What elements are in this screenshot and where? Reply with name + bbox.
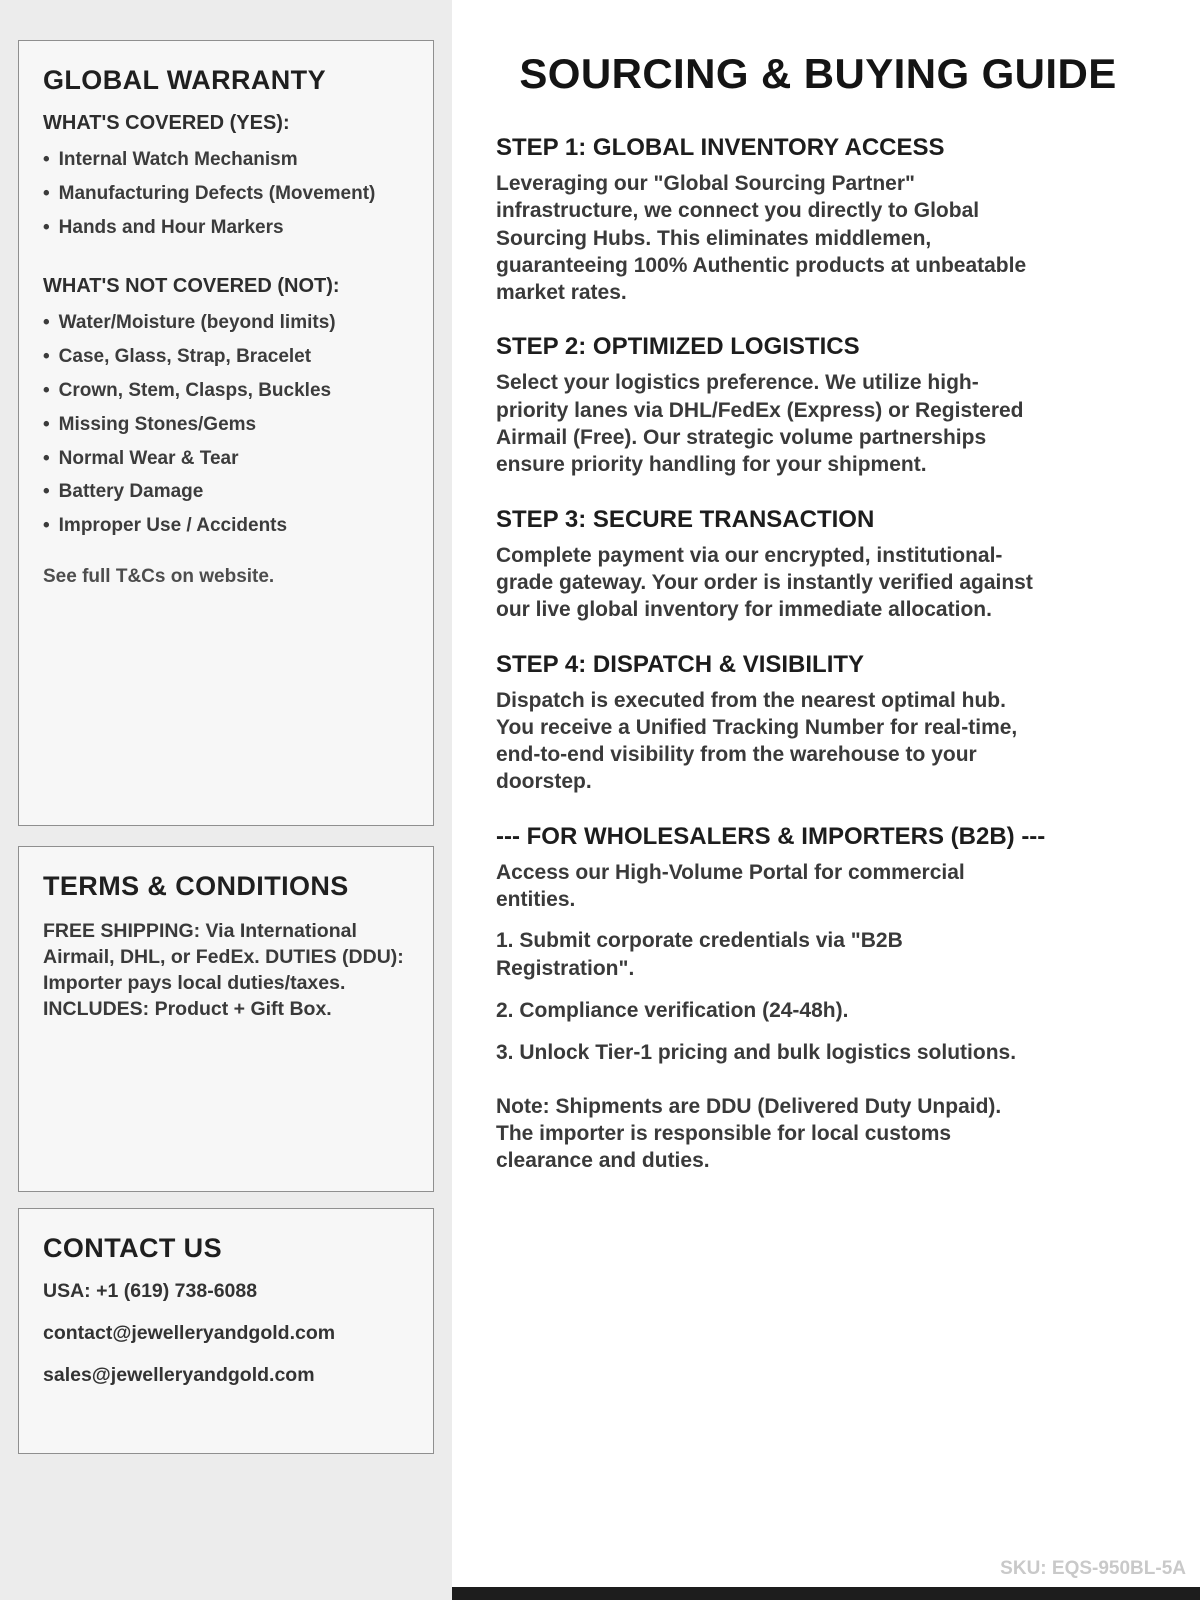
step-2-body: Select your logistics preference. We utilize high-priority lanes via DHL/FedEx (Express) or Registered Airmail (Free). Our strategic volume partnerships ensure priority handling for your shipment. [496, 371, 1024, 477]
list-item: • Manufacturing Defects (Movement) [43, 183, 409, 206]
step-4-body: Dispatch is executed from the nearest optimal hub. You receive a Unified Tracking Number for real-time, end-to-end visibility from the warehouse to your doorstep. [496, 688, 1018, 794]
list-item: • Crown, Stem, Clasps, Buckles [43, 380, 409, 403]
b2b-section [496, 823, 1140, 1175]
list-item: • Internal Watch Mechanism [43, 149, 409, 172]
list-item: • Battery Damage [43, 481, 409, 504]
warranty-title: GLOBAL WARRANTY [43, 65, 326, 95]
list-item: • Hands and Hour Markers [43, 217, 409, 240]
list-item: • Normal Wear & Tear [43, 448, 409, 471]
contact-email-primary: contact@jewelleryandgold.com [43, 1322, 336, 1344]
page-title: SOURCING & BUYING GUIDE [519, 50, 1117, 97]
contact-section [18, 1208, 434, 1454]
main-content [452, 0, 1200, 1600]
footer-bar [452, 1587, 1200, 1600]
b2b-item-1: 1. Submit corporate credentials via "B2B Registration". [496, 929, 903, 980]
step-3-body: Complete payment via our encrypted, institutional-grade gateway. Your order is instantly verified against our live global inventory for immediate allocation. [496, 543, 1033, 622]
terms-body: FREE SHIPPING: Via International Airmail, DHL, or FedEx. DUTIES (DDU): Importer pays local duties/taxes. INCLUDES: Product + Gift Box. [43, 920, 404, 1021]
step-2-heading: STEP 2: OPTIMIZED LOGISTICS [496, 333, 860, 361]
step-4-heading: STEP 4: DISPATCH & VISIBILITY [496, 650, 865, 678]
b2b-heading: --- FOR WHOLESALERS & IMPORTERS (B2B) --- [496, 822, 1046, 850]
list-item: • Missing Stones/Gems [43, 414, 409, 437]
step-1-section [496, 134, 1140, 306]
covered-subheading: WHAT'S COVERED (YES): [43, 112, 290, 134]
b2b-item-2: 2. Compliance verification (24-48h). [496, 998, 849, 1022]
step-1-body: Leveraging our "Global Sourcing Partner" infrastructure, we connect you directly to Global Sourcing Hubs. This eliminates middlemen, guaranteeing 100% Authentic products at unbeatable market rates. [496, 172, 1027, 305]
step-1-heading: STEP 1: GLOBAL INVENTORY ACCESS [496, 134, 945, 161]
warranty-footnote: See full T&Cs on website. [43, 565, 275, 587]
covered-list [43, 149, 409, 239]
step-2-section [496, 333, 1140, 478]
not-covered-list [43, 312, 409, 538]
b2b-intro: Access our High-Volume Portal for commercial entities. [496, 860, 965, 912]
warranty-section [18, 40, 434, 826]
sku-label: SKU: EQS-950BL-5A [1000, 1558, 1186, 1579]
contact-title: CONTACT US [43, 1233, 222, 1263]
list-item: • Improper Use / Accidents [43, 515, 409, 538]
contact-phone: USA: +1 (619) 738-6088 [43, 1280, 258, 1302]
terms-section [18, 846, 434, 1192]
sidebar [0, 0, 452, 1600]
b2b-note: Note: Shipments are DDU (Delivered Duty Unpaid). The importer is responsible for local customs clearance and duties. [496, 1094, 1002, 1173]
list-item: • Water/Moisture (beyond limits) [43, 312, 409, 335]
step-3-heading: STEP 3: SECURE TRANSACTION [496, 505, 875, 533]
list-item: • Case, Glass, Strap, Bracelet [43, 346, 409, 369]
terms-title: TERMS & CONDITIONS [43, 871, 349, 901]
contact-email-sales: sales@jewelleryandgold.com [43, 1364, 315, 1386]
b2b-item-3: 3. Unlock Tier-1 pricing and bulk logistics solutions. [496, 1041, 1017, 1065]
not-covered-subheading: WHAT'S NOT COVERED (NOT): [43, 275, 340, 298]
step-4-section [496, 651, 1140, 796]
step-3-section [496, 506, 1140, 624]
